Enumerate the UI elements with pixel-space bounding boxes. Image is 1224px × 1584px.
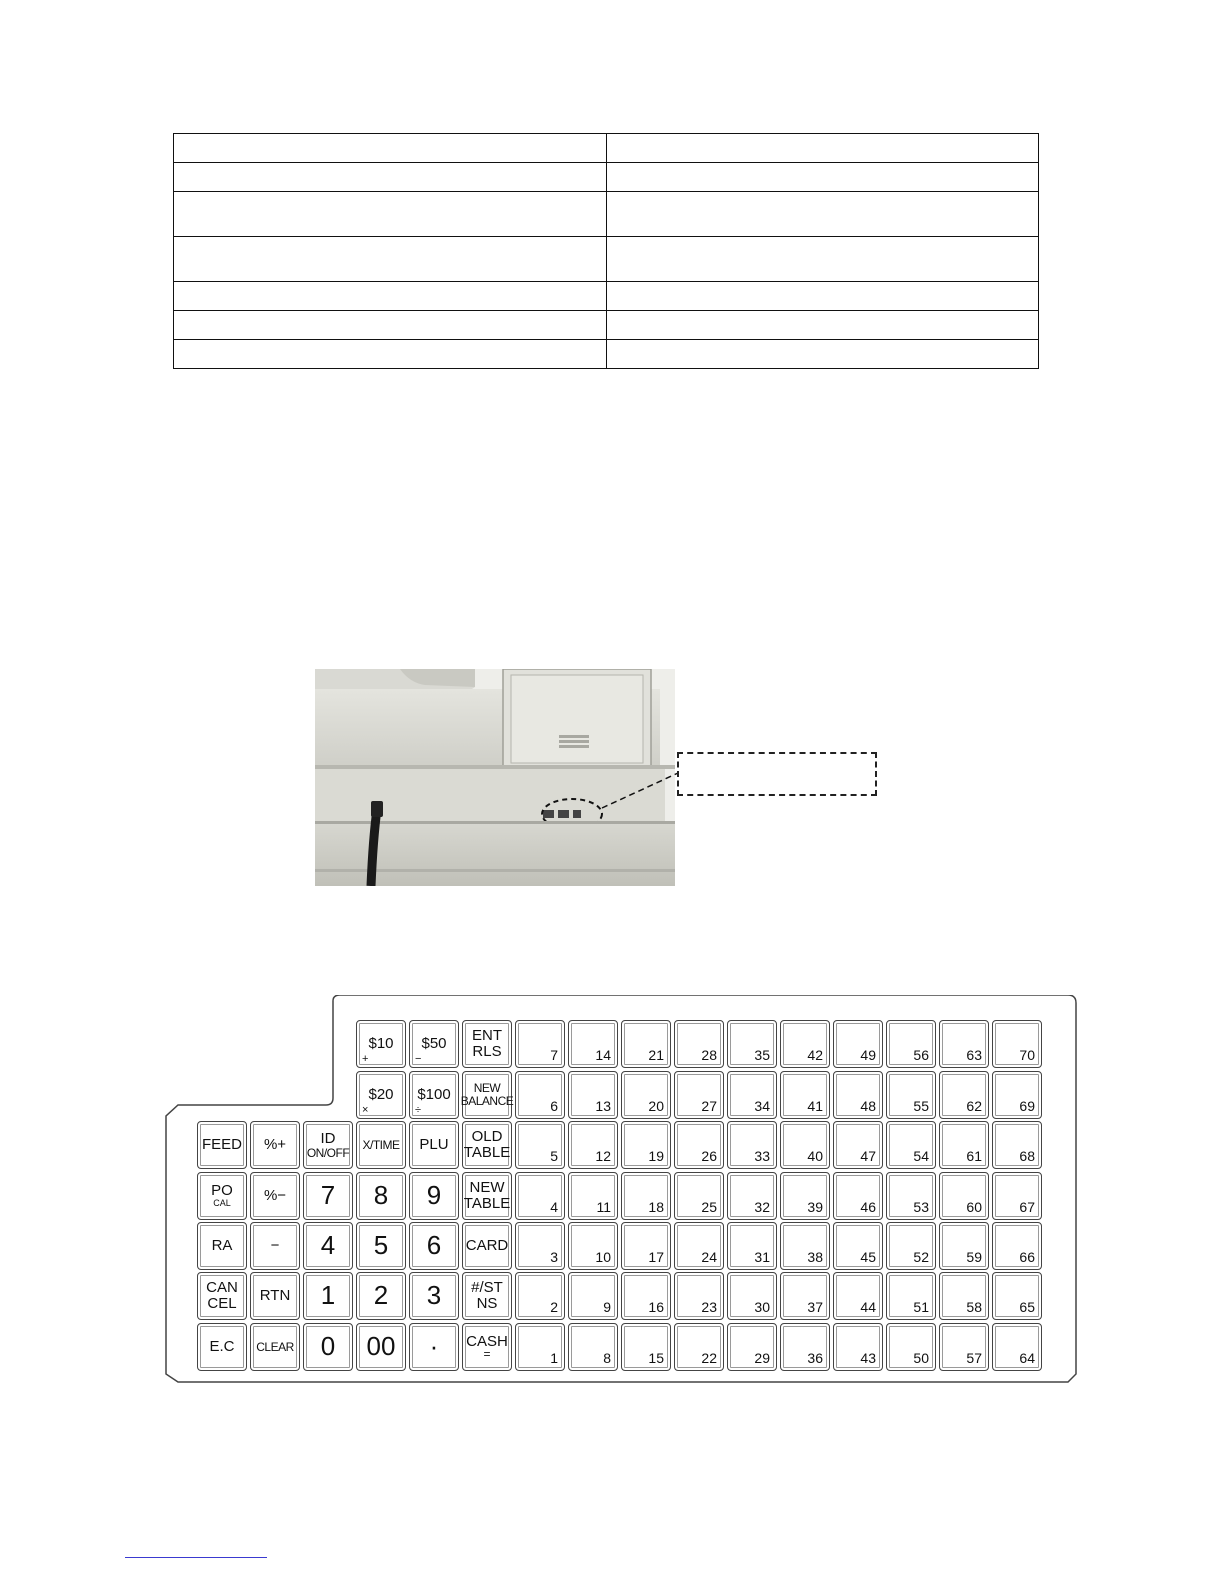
key-d3[interactable] [409,1272,459,1320]
key-clear[interactable] [250,1323,300,1371]
key-d6[interactable] [409,1222,459,1270]
plu-key-number: 40 [807,1148,823,1164]
plu-key[interactable] [780,1272,830,1320]
key-d5[interactable] [356,1222,406,1270]
callout-box [677,752,877,796]
plu-key[interactable] [727,1323,777,1371]
key-label: $100 [417,1086,451,1104]
plu-key-number: 57 [966,1350,982,1366]
plu-key-number: 55 [913,1098,929,1114]
key-label: × [362,1104,369,1117]
plu-key-number: 27 [701,1098,717,1114]
plu-key[interactable] [568,1121,618,1169]
plu-key-number: 24 [701,1249,717,1265]
key-label: TABLE [463,1195,511,1212]
key-d7[interactable] [303,1172,353,1220]
plu-key-number: 9 [603,1299,611,1315]
plu-key[interactable] [939,1020,989,1068]
plu-key-number: 34 [754,1098,770,1114]
plu-key[interactable] [939,1172,989,1220]
plu-key[interactable] [833,1071,883,1119]
plu-key[interactable] [674,1071,724,1119]
plu-key-number: 30 [754,1299,770,1315]
plu-key-number: 43 [860,1350,876,1366]
key-label: NEW [473,1081,501,1096]
key-cash[interactable] [462,1323,512,1371]
plu-key-number: 16 [648,1299,664,1315]
key-d1[interactable] [303,1272,353,1320]
plu-key-number: 54 [913,1148,929,1164]
plu-key-number: 64 [1019,1350,1035,1366]
key-label: $20 [368,1086,394,1104]
key-d4[interactable] [303,1222,353,1270]
plu-key-number: 13 [595,1098,611,1114]
key-label: 6 [426,1230,442,1261]
key-newtable[interactable] [462,1172,512,1220]
key-plu[interactable] [409,1121,459,1169]
key-po[interactable] [197,1172,247,1220]
plu-key-number: 17 [648,1249,664,1265]
key-label: 9 [426,1180,442,1211]
plu-key[interactable] [992,1323,1042,1371]
plu-key-number: 58 [966,1299,982,1315]
table-cell-right [607,192,1039,237]
plu-key-number: 63 [966,1047,982,1063]
plu-key[interactable] [727,1172,777,1220]
plu-key-number: 18 [648,1199,664,1215]
plu-key[interactable] [886,1071,936,1119]
table-row [174,311,1039,340]
plu-key[interactable] [568,1323,618,1371]
plu-key[interactable] [833,1121,883,1169]
key-d00[interactable] [356,1323,406,1371]
table-cell-right [607,237,1039,282]
key-20[interactable] [356,1071,406,1119]
key-label: 1 [320,1280,336,1311]
key-cancel[interactable] [197,1272,247,1320]
plu-key[interactable] [886,1172,936,1220]
key-ra[interactable] [197,1222,247,1270]
plu-key-number: 66 [1019,1249,1035,1265]
plu-key[interactable] [621,1020,671,1068]
plu-key[interactable] [992,1172,1042,1220]
key-ec[interactable] [197,1323,247,1371]
plu-key[interactable] [939,1071,989,1119]
key-label: 00 [366,1331,396,1362]
key-label: NEW [469,1179,505,1197]
key-label: CEL [207,1295,237,1312]
table-cell-right [607,282,1039,311]
key-label: $50 [421,1035,447,1053]
plu-key-number: 59 [966,1249,982,1265]
plu-key[interactable] [515,1071,565,1119]
plu-key-number: 22 [701,1350,717,1366]
key-newbal[interactable] [462,1071,512,1119]
key-pctminus[interactable] [250,1172,300,1220]
key-d9[interactable] [409,1172,459,1220]
key-100[interactable] [409,1071,459,1119]
key-label: + [362,1053,369,1066]
plu-key-number: 67 [1019,1199,1035,1215]
key-label: ON/OFF [306,1145,350,1160]
key-label: RTN [259,1287,291,1305]
plu-key-number: 8 [603,1350,611,1366]
key-d8[interactable] [356,1172,406,1220]
key-label: %+ [263,1136,287,1154]
table-cell-right [607,311,1039,340]
plu-key-number: 26 [701,1148,717,1164]
plu-key[interactable] [727,1222,777,1270]
key-label: 3 [426,1280,442,1311]
key-idonoff[interactable] [303,1121,353,1169]
table-cell-left [174,192,607,237]
plu-key-number: 48 [860,1098,876,1114]
key-ent[interactable] [462,1020,512,1068]
plu-key-number: 35 [754,1047,770,1063]
key-label: X/TIME [362,1137,400,1152]
plu-key-number: 38 [807,1249,823,1265]
key-label: RLS [472,1043,502,1060]
key-rtn[interactable] [250,1272,300,1320]
table-cell-left [174,237,607,282]
table-row [174,282,1039,311]
plu-key-number: 19 [648,1148,664,1164]
plu-key[interactable] [992,1020,1042,1068]
plu-key[interactable] [621,1323,671,1371]
key-label: CAN [206,1279,238,1297]
plu-key[interactable] [727,1272,777,1320]
key-label: = [483,1347,491,1362]
plu-key-number: 31 [754,1249,770,1265]
table-cell-right [607,340,1039,369]
plu-key-number: 37 [807,1299,823,1315]
plu-key[interactable] [992,1071,1042,1119]
plu-key[interactable] [674,1020,724,1068]
key-d2[interactable] [356,1272,406,1320]
plu-key[interactable] [886,1121,936,1169]
plu-key[interactable] [833,1172,883,1220]
key-label: BALANCE [460,1094,514,1108]
plu-key-number: 39 [807,1199,823,1215]
plu-key[interactable] [886,1020,936,1068]
plu-key[interactable] [992,1121,1042,1169]
key-label: CASH [466,1333,508,1351]
plu-key[interactable] [939,1323,989,1371]
key-label: − [270,1237,280,1255]
key-label: CLEAR [256,1339,294,1354]
key-label: ENT [472,1027,502,1045]
plu-key[interactable] [621,1222,671,1270]
key-label: NS [476,1295,498,1312]
plu-key[interactable] [568,1071,618,1119]
key-label: 5 [373,1230,389,1261]
plu-key-number: 25 [701,1199,717,1215]
plu-key[interactable] [780,1323,830,1371]
plu-key-number: 3 [550,1249,558,1265]
plu-key[interactable] [939,1222,989,1270]
plu-key[interactable] [727,1020,777,1068]
key-label: RA [211,1237,233,1255]
key-label: 4 [320,1230,336,1261]
key-10[interactable] [356,1020,406,1068]
key-label: E.C [209,1338,235,1356]
table-row [174,134,1039,163]
plu-key[interactable] [568,1222,618,1270]
plu-key-number: 60 [966,1199,982,1215]
plu-key[interactable] [780,1121,830,1169]
table-cell-left [174,311,607,340]
plu-key-number: 21 [648,1047,664,1063]
plu-key-number: 61 [966,1148,982,1164]
table-cell-right [607,134,1039,163]
plu-key[interactable] [833,1020,883,1068]
plu-key[interactable] [621,1172,671,1220]
plu-key[interactable] [780,1020,830,1068]
plu-key[interactable] [515,1121,565,1169]
plu-key-number: 53 [913,1199,929,1215]
plu-key-number: 51 [913,1299,929,1315]
plu-key-number: 10 [595,1249,611,1265]
plu-key-number: 6 [550,1098,558,1114]
table-cell-left [174,134,607,163]
plu-key[interactable] [780,1071,830,1119]
key-label: − [415,1053,422,1066]
key-label: FEED [201,1136,242,1154]
plu-key-number: 56 [913,1047,929,1063]
plu-key-number: 41 [807,1098,823,1114]
plu-key-number: 28 [701,1047,717,1063]
key-label: · [429,1331,439,1362]
plu-key[interactable] [515,1222,565,1270]
key-label: CAL [213,1198,231,1209]
footnote-rule [125,1557,267,1558]
plu-key[interactable] [674,1323,724,1371]
key-50[interactable] [409,1020,459,1068]
plu-key[interactable] [833,1222,883,1270]
plu-key-number: 7 [550,1047,558,1063]
plu-key-number: 65 [1019,1299,1035,1315]
plu-key-number: 29 [754,1350,770,1366]
plu-key[interactable] [568,1172,618,1220]
key-label: PO [211,1182,233,1200]
key-card[interactable] [462,1222,512,1270]
table-cell-left [174,163,607,192]
plu-key-number: 49 [860,1047,876,1063]
plu-key[interactable] [992,1272,1042,1320]
plu-key[interactable] [621,1121,671,1169]
key-label: %− [263,1187,287,1205]
plu-key[interactable] [780,1172,830,1220]
spec-table [173,133,1039,369]
plu-key[interactable] [621,1272,671,1320]
plu-key[interactable] [621,1071,671,1119]
plu-key[interactable] [515,1172,565,1220]
plu-key[interactable] [674,1222,724,1270]
table-cell-left [174,282,607,311]
key-label: 2 [373,1280,389,1311]
key-label: CARD [465,1237,509,1255]
key-label: 0 [320,1331,336,1362]
plu-key-number: 68 [1019,1148,1035,1164]
plu-key[interactable] [886,1222,936,1270]
keyboard-layout [160,995,1085,1390]
plu-key[interactable] [992,1222,1042,1270]
plu-key[interactable] [727,1071,777,1119]
plu-key-number: 69 [1019,1098,1035,1114]
key-label: ID [320,1129,336,1147]
plu-key-number: 23 [701,1299,717,1315]
plu-key[interactable] [939,1272,989,1320]
plu-key-number: 20 [648,1098,664,1114]
table-row [174,340,1039,369]
table-row [174,237,1039,282]
plu-key-number: 32 [754,1199,770,1215]
plu-key[interactable] [833,1323,883,1371]
key-label: #/ST [471,1279,503,1297]
key-label: TABLE [463,1144,511,1161]
table-row [174,192,1039,237]
plu-key-number: 70 [1019,1047,1035,1063]
key-pctplus[interactable] [250,1121,300,1169]
plu-key-number: 1 [550,1350,558,1366]
plu-key-number: 46 [860,1199,876,1215]
key-label: PLU [419,1136,449,1154]
plu-key[interactable] [568,1020,618,1068]
plu-key-number: 62 [966,1098,982,1114]
plu-key[interactable] [674,1272,724,1320]
plu-key-number: 36 [807,1350,823,1366]
key-label: 7 [320,1180,336,1211]
plu-key[interactable] [939,1121,989,1169]
register-side-illustration [315,669,675,886]
plu-key[interactable] [886,1272,936,1320]
table-cell-right [607,163,1039,192]
plu-key-number: 52 [913,1249,929,1265]
key-label: OLD [471,1128,503,1146]
key-oldtable[interactable] [462,1121,512,1169]
table-cell-left [174,340,607,369]
plu-key[interactable] [515,1323,565,1371]
plu-key[interactable] [674,1172,724,1220]
plu-key-number: 15 [648,1350,664,1366]
register-side-photo [315,669,675,886]
plu-key-number: 47 [860,1148,876,1164]
plu-key-number: 33 [754,1148,770,1164]
table-row [174,163,1039,192]
plu-key[interactable] [886,1323,936,1371]
plu-key-number: 14 [595,1047,611,1063]
key-stns[interactable] [462,1272,512,1320]
plu-key-number: 45 [860,1249,876,1265]
plu-key-number: 50 [913,1350,929,1366]
plu-key[interactable] [674,1121,724,1169]
plu-key-number: 42 [807,1047,823,1063]
key-label: ÷ [415,1104,422,1117]
plu-key-number: 44 [860,1299,876,1315]
key-label: $10 [368,1035,394,1053]
key-label: 8 [373,1180,389,1211]
plu-key-number: 12 [595,1148,611,1164]
plu-key[interactable] [780,1222,830,1270]
key-minus[interactable] [250,1222,300,1270]
plu-key[interactable] [515,1020,565,1068]
plu-key-number: 5 [550,1148,558,1164]
key-xtime[interactable] [356,1121,406,1169]
plu-key[interactable] [568,1272,618,1320]
key-feed[interactable] [197,1121,247,1169]
plu-key[interactable] [727,1121,777,1169]
plu-key-number: 4 [550,1199,558,1215]
key-d0[interactable] [303,1323,353,1371]
plu-key-number: 11 [596,1199,611,1215]
plu-key-number: 2 [550,1299,558,1315]
key-dot[interactable] [409,1323,459,1371]
plu-key[interactable] [833,1272,883,1320]
plu-key[interactable] [515,1272,565,1320]
